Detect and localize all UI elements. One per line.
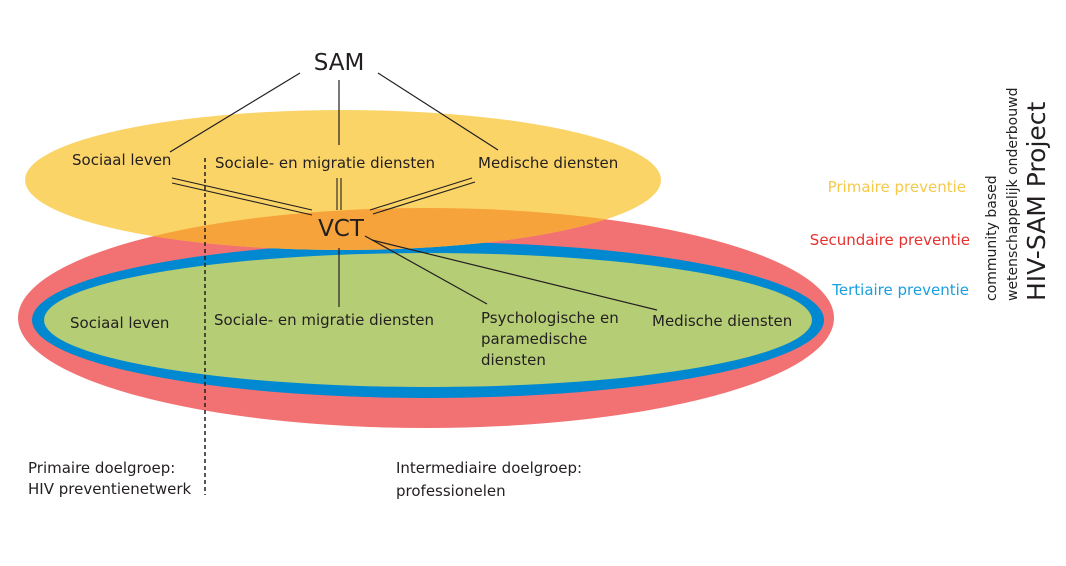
psychologische-label-line2: paramedische — [481, 330, 588, 348]
side-title-line2: wetenschappelijk onderbouwd — [1005, 87, 1021, 301]
primary-target-line1: Primaire doelgroep: — [28, 459, 176, 477]
lower-sociaal-leven-label: Sociaal leven — [70, 314, 170, 332]
vct-label: VCT — [318, 216, 364, 242]
intermediate-target-line2: professionelen — [396, 482, 506, 500]
sam-label: SAM — [313, 50, 365, 76]
lower-sociale-diensten-label: Sociale- en migratie diensten — [214, 311, 434, 329]
lower-medische-diensten-label: Medische diensten — [652, 312, 793, 330]
primary-target-line2: HIV preventienetwerk — [28, 480, 192, 498]
intermediate-target-line1: Intermediaire doelgroep: — [396, 459, 583, 477]
psychologische-label-line1: Psychologische en — [481, 309, 619, 327]
side-title-line1: community based — [984, 175, 1000, 301]
legend-secondary: Secundaire preventie — [809, 231, 970, 249]
upper-medische-diensten-label: Medische diensten — [478, 154, 619, 172]
upper-sociale-diensten-label: Sociale- en migratie diensten — [215, 154, 435, 172]
psychologische-label-line3: diensten — [481, 351, 546, 369]
side-title-line3: HIV-SAM Project — [1022, 101, 1051, 301]
legend-tertiary: Tertiaire preventie — [832, 281, 969, 299]
upper-sociaal-leven-label: Sociaal leven — [72, 151, 172, 169]
legend-primary: Primaire preventie — [827, 178, 966, 196]
